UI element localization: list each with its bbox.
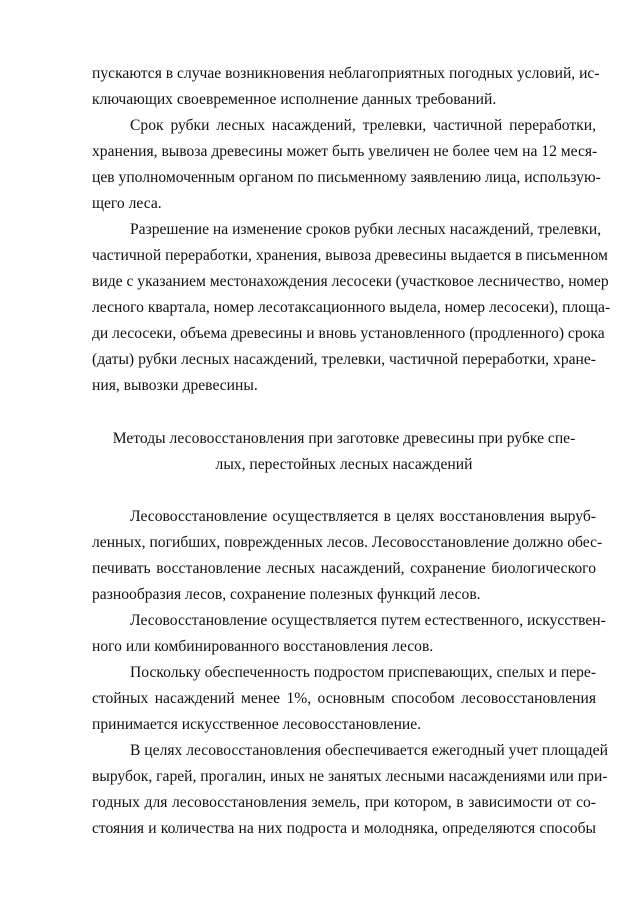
text-line: пускаются в случае возникновения неблагоприятных погодных условий, ис-: [92, 65, 600, 82]
text-line: ного или комбинированного восстановления лесов.: [92, 638, 434, 655]
text-line: лесного квартала, номер лесотаксационного выдела, номер лесосеки), площа-: [92, 299, 611, 316]
text-line: Лесовосстановление осуществляется путем естественного, искусствен-: [130, 612, 606, 629]
text-line: вырубок, гарей, прогалин, иных не занятых лесными насаждениями или при-: [92, 768, 608, 785]
text-line: Лесовосстановление осуществляется в целях восстановления выруб-: [130, 508, 596, 525]
text-line: принимается искусственное лесовосстановление.: [92, 716, 422, 733]
text-line: годных для лесовосстановления земель, при котором, в зависимости от со-: [92, 794, 596, 811]
text-line: В целях лесовосстановления обеспечивается ежегодный учет площадей: [130, 742, 608, 759]
text-line: ключающих своевременное исполнение данных требований.: [92, 91, 497, 108]
text-line: Разрешение на изменение сроков рубки лесных насаждений, трелевки,: [130, 221, 602, 238]
text-line: виде с указанием местонахождения лесосеки (участковое лесничество, номер: [92, 273, 609, 290]
text-line: щего леса.: [92, 195, 162, 212]
text-line: ленных, погибших, поврежденных лесов. Лесовосстановление должно обес-: [92, 534, 603, 551]
text-line: цев уполномоченным органом по письменному заявлению лица, использую-: [92, 169, 601, 186]
text-line: стояния и количества на них подроста и молодняка, определяются способы: [92, 820, 596, 837]
text-line: хранения, вывоза древесины может быть увеличен не более чем на 12 меся-: [92, 143, 598, 160]
text-line: ди лесосеки, объема древесины и вновь установленного (продленного) срока: [92, 325, 605, 342]
text-line: разнообразия лесов, сохранение полезных функций лесов.: [92, 586, 481, 603]
section-heading: лых, перестойных лесных насаждений: [215, 456, 473, 473]
text-line: печивать восстановление лесных насаждений, сохранение биологического: [92, 560, 596, 577]
text-line: Поскольку обеспеченность подростом приспевающих, спелых и пере-: [130, 664, 597, 681]
section-heading: Методы лесовосстановления при заготовке древесины при рубке спе-: [112, 430, 576, 447]
text-line: (даты) рубки лесных насаждений, трелевки, частичной переработки, хране-: [92, 351, 596, 368]
text-line: ния, вывозки древесины.: [92, 377, 258, 394]
text-line: Срок рубки лесных насаждений, трелевки, частичной переработки,: [130, 117, 596, 134]
text-line: частичной переработки, хранения, вывоза древесины выдается в письменном: [92, 247, 608, 264]
text-line: стойных насаждений менее 1%, основным способом лесовосстановления: [92, 690, 596, 707]
